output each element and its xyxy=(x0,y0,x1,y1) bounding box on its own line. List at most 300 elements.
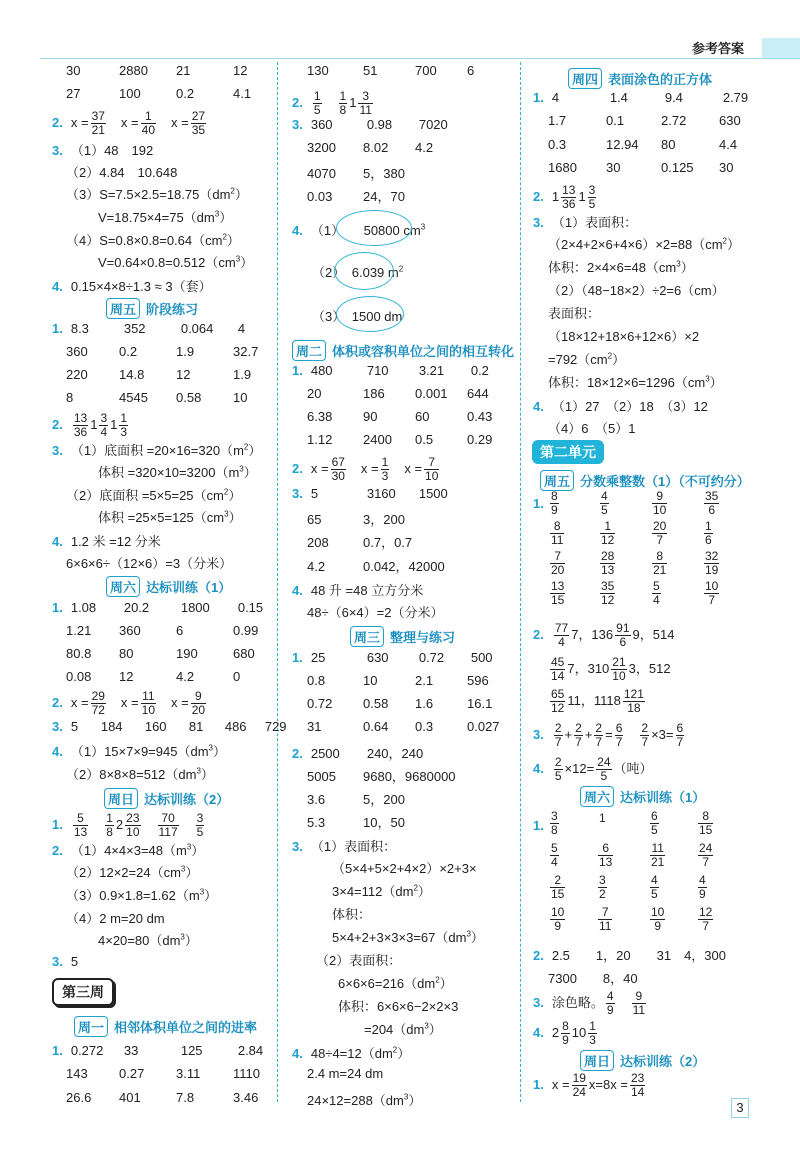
fraction xyxy=(91,690,106,717)
answer-line: $=792(cm^2)$ xyxy=(548,351,626,367)
question-number: 1. xyxy=(533,496,544,511)
answer-line: $3\times 4=112(dm^2)$ xyxy=(332,883,431,899)
answer-value: 3200 xyxy=(307,140,336,155)
section-title: 达标训练（1） xyxy=(146,580,232,595)
section-tag: 周四 xyxy=(568,68,602,89)
var-x: x = xyxy=(391,460,423,476)
column-divider xyxy=(520,62,521,1102)
answer-row xyxy=(52,840,204,859)
fraction-numerator: 9 xyxy=(632,990,646,1004)
answer-row xyxy=(292,486,479,501)
answer-value: 5，380 xyxy=(363,166,405,181)
fraction xyxy=(550,874,565,901)
fraction xyxy=(632,990,646,1017)
fraction xyxy=(623,688,645,715)
answer-value: 1.4 xyxy=(609,90,628,105)
answer-value: 0.125 xyxy=(661,160,694,175)
var-x: x = xyxy=(347,460,379,476)
fraction-numerator: 23 xyxy=(126,811,140,825)
fraction-denominator: 7 xyxy=(641,735,649,749)
section-heading xyxy=(580,786,705,807)
fraction xyxy=(704,490,719,517)
answer-value: 0.5 xyxy=(415,432,434,447)
fraction xyxy=(424,456,439,483)
answer-row xyxy=(52,600,288,615)
fraction-cell xyxy=(702,550,721,577)
answer-line xyxy=(548,418,635,437)
fraction-numerator: 1 xyxy=(141,110,156,124)
fraction-numerator: 3 xyxy=(599,873,606,887)
fraction-denominator: 117 xyxy=(158,825,178,839)
fraction-numerator: 2 xyxy=(575,721,582,735)
answer-oval xyxy=(334,252,394,290)
text: 9，5 xyxy=(632,626,660,642)
fraction xyxy=(600,550,615,577)
answer-value: 12 xyxy=(119,669,134,684)
answer-line: （2）底面积 $=5\times 5=25(cm^2)$ xyxy=(66,487,242,503)
section-heading xyxy=(568,68,712,89)
section-tag: 周日 xyxy=(104,788,138,809)
answer-line xyxy=(316,950,401,969)
var-x: x = xyxy=(70,114,89,130)
question-number: 3. xyxy=(292,839,303,854)
unit: （吨） xyxy=(613,760,653,776)
answer-row xyxy=(292,580,423,599)
answer-value: 2.72 xyxy=(661,113,687,128)
answer-value: 143 xyxy=(66,1066,88,1081)
answer-value: 2.84 xyxy=(237,1043,264,1058)
fraction-numerator: 4 xyxy=(651,873,658,887)
answer-value: 7.8 xyxy=(176,1090,195,1105)
answer-row xyxy=(66,344,283,359)
answer-line: $(2)8\times 8\times 8=512(dm^3)$ xyxy=(66,766,214,782)
answer-row xyxy=(66,623,283,638)
answer-value: 220 xyxy=(66,367,88,382)
fraction-cell xyxy=(548,842,561,869)
answer-row xyxy=(307,719,517,734)
answer-row xyxy=(307,63,517,78)
answer-row xyxy=(66,367,283,382)
answer-line: 体积 $=320\times 10=3200(m^3)$ xyxy=(98,464,257,480)
section-title: 分数乘整数（1）（不可约分） xyxy=(580,474,750,489)
answer-value: 1680 xyxy=(548,160,577,175)
text: （1）表面积： xyxy=(310,839,397,854)
fraction-cell xyxy=(598,520,617,547)
answer-row xyxy=(307,386,517,401)
answer-value: 3.6 xyxy=(307,792,326,807)
answer-line: （2）（48−18×2）÷2=6（cm） xyxy=(548,283,725,298)
fraction-denominator: 13 xyxy=(599,855,613,869)
answer-row xyxy=(52,440,261,459)
answer-value: 32.7 xyxy=(233,344,259,359)
text: 14 xyxy=(659,626,675,642)
fraction xyxy=(615,622,630,649)
answer-value: 8.3 xyxy=(70,321,89,336)
answer-line xyxy=(548,280,725,299)
answer-line: （2）表面积： xyxy=(316,953,402,968)
answer-value: 10 xyxy=(233,390,248,405)
question-number: 4. xyxy=(533,760,544,776)
answer-line: $(2)12\times 2=24(cm^3)$ xyxy=(66,864,199,880)
question-number: 2. xyxy=(533,948,544,963)
whole-number: 2 xyxy=(115,816,124,832)
answer-line xyxy=(332,881,431,900)
fraction-numerator: 29 xyxy=(91,689,105,703)
operator: ×12= xyxy=(564,760,595,776)
answer-value: 190 xyxy=(176,646,198,661)
fraction-numerator: 3 xyxy=(100,411,108,425)
answer-row xyxy=(307,163,453,182)
fraction-denominator: 7 xyxy=(595,735,603,749)
answer-line: $V=18.75\times 4=75(dm^3)$ xyxy=(98,209,233,225)
answer-row xyxy=(548,688,647,715)
answer-value: 2500 xyxy=(310,746,340,761)
fraction-numerator: 91 xyxy=(616,621,630,635)
answer-value: 9680，9680000 xyxy=(363,769,456,784)
answer-value: 6 xyxy=(467,63,475,78)
answer-value: 0.2 xyxy=(176,86,195,101)
answer-value: 0.001 xyxy=(415,386,448,401)
answer-value: 710 xyxy=(366,363,389,378)
fraction xyxy=(600,520,615,547)
fraction-numerator: 1 xyxy=(339,89,347,103)
fraction-numerator: 21 xyxy=(612,655,626,669)
answer-value: 1800 xyxy=(180,600,210,615)
section-tag: 周五 xyxy=(106,298,140,319)
fraction xyxy=(554,722,563,749)
answer-value: 3.46 xyxy=(233,1090,259,1105)
header-rule xyxy=(40,58,800,59)
fraction xyxy=(600,580,615,607)
fraction-denominator: 12 xyxy=(551,701,565,715)
answer-line xyxy=(98,252,253,271)
answer-line: 2.4 m=24 dm xyxy=(307,1066,384,1081)
fraction-denominator: 9 xyxy=(562,1033,569,1047)
fraction-cell xyxy=(650,580,663,607)
fraction-denominator: 5 xyxy=(651,823,658,837)
fraction xyxy=(125,812,140,839)
fraction-denominator: 3 xyxy=(120,425,128,439)
answer-value: 1.21 xyxy=(66,623,92,638)
fraction xyxy=(652,550,667,577)
answer-value: 51 xyxy=(363,63,378,78)
fraction-denominator: 24 xyxy=(572,1085,586,1099)
page-number: 3 xyxy=(731,1098,749,1118)
fraction-denominator: 15 xyxy=(551,593,565,607)
answer-value: 5005 xyxy=(307,769,336,784)
var-x: x = xyxy=(107,114,139,130)
fraction-cell xyxy=(696,874,709,901)
answer-row xyxy=(292,456,441,483)
answer-row xyxy=(533,1020,599,1047)
fraction-denominator: 19 xyxy=(705,563,719,577)
fraction xyxy=(600,490,609,517)
answer-row xyxy=(66,669,283,684)
answer-value: 30 xyxy=(606,160,621,175)
fraction-cell xyxy=(596,842,615,869)
answer-row xyxy=(52,690,208,717)
fraction-numerator: 10 xyxy=(705,579,719,593)
answer-value: 5 xyxy=(70,719,79,734)
fraction-numerator: 27 xyxy=(191,109,206,123)
question-number: 3. xyxy=(533,726,544,742)
answer-row xyxy=(307,696,517,711)
section-tag: 周六 xyxy=(106,576,140,597)
answer-row xyxy=(52,321,288,336)
fraction-numerator: 8 xyxy=(698,810,713,824)
fraction-numerator: 8 xyxy=(562,1019,569,1033)
fraction-cell xyxy=(548,874,567,901)
unit-badge xyxy=(532,440,604,464)
answer-value: 8.02 xyxy=(363,140,389,155)
answer-line: （5×4+5×2+4×2）×2+3× xyxy=(332,861,477,876)
fraction-denominator: 40 xyxy=(141,123,155,137)
fraction-numerator: 7 xyxy=(424,456,439,470)
fraction-denominator: 72 xyxy=(91,703,105,717)
section-heading xyxy=(74,1016,257,1037)
fraction-denominator: 15 xyxy=(551,887,565,901)
answer-value: 14.8 xyxy=(119,367,145,382)
answer-value: 0.15 xyxy=(237,600,264,615)
question-number: 3. xyxy=(292,117,303,132)
answer-value: 4 xyxy=(551,90,560,105)
fraction-denominator: 11 xyxy=(599,919,612,933)
question-number: 2. xyxy=(52,114,63,130)
fraction xyxy=(158,812,179,839)
fraction-denominator: 10 xyxy=(425,469,439,483)
answer-line xyxy=(548,303,600,322)
page-header-title: 参考答案 xyxy=(692,41,745,56)
fraction-denominator: 3 xyxy=(381,469,389,483)
answer-value: 9.4 xyxy=(664,90,683,105)
whole-number: 1 xyxy=(349,94,357,110)
text: 涂色略。 xyxy=(551,994,604,1010)
answer-value: 360 xyxy=(66,344,88,359)
answer-value: 0.99 xyxy=(233,623,259,638)
section-title: 达标训练（2） xyxy=(144,792,230,807)
fraction xyxy=(550,520,564,547)
fraction-numerator: 35 xyxy=(705,489,719,503)
answer-line xyxy=(66,885,217,904)
answer-line xyxy=(66,553,232,572)
fraction-denominator: 5 xyxy=(588,197,596,211)
answer-line xyxy=(548,968,638,987)
fraction-denominator: 7 xyxy=(656,533,664,547)
answer-value: 184 xyxy=(100,719,123,734)
fraction-numerator: 13 xyxy=(551,579,565,593)
question-number: 4. xyxy=(533,399,544,414)
answer-value: 4070 xyxy=(307,166,336,181)
fraction xyxy=(650,906,665,933)
question-number: 4. xyxy=(52,744,63,759)
section-heading xyxy=(106,576,231,597)
answer-line xyxy=(307,602,443,621)
fraction-denominator: 7 xyxy=(676,735,684,749)
answer-value: 0.1 xyxy=(606,113,625,128)
question-number: 3. xyxy=(52,143,63,158)
fraction-denominator: 35 xyxy=(191,123,206,137)
fraction xyxy=(652,580,661,607)
answer-value: 360 xyxy=(310,117,333,132)
answer-row xyxy=(307,509,463,528)
answer-row xyxy=(52,741,226,760)
answer-value: 2.1 xyxy=(415,673,434,688)
fraction xyxy=(191,110,206,137)
text: 18 xyxy=(606,692,621,708)
fraction-denominator: 20 xyxy=(191,703,206,717)
fraction-denominator: 13 xyxy=(73,825,88,839)
text: （1）底面积 $=20\times 16=320(m^2)$ xyxy=(70,442,262,458)
fraction xyxy=(550,580,565,607)
fraction-numerator: 11 xyxy=(651,841,664,855)
answer-row xyxy=(52,954,78,969)
answer-line: $V=0.64\times 0.8=0.512(cm^3)$ xyxy=(98,254,254,270)
answer-value: 4 xyxy=(237,321,246,336)
section-tag: 周二 xyxy=(292,340,326,361)
fraction-numerator: 19 xyxy=(572,1071,586,1085)
answer-value: 0.72 xyxy=(418,650,445,665)
question-number: 4. xyxy=(533,1024,544,1040)
fraction xyxy=(550,906,565,933)
answer-row xyxy=(66,63,283,78)
answer-line xyxy=(98,930,198,949)
week-title: 第三周 xyxy=(52,978,114,1006)
fraction-numerator: 13 xyxy=(562,183,576,197)
text: 11，11 xyxy=(567,692,607,708)
question-number: 4. xyxy=(52,534,63,549)
section-heading xyxy=(580,1050,705,1071)
fraction-denominator: 4 xyxy=(551,855,558,869)
fraction-denominator: 7 xyxy=(708,593,716,607)
answer-line xyxy=(307,1090,421,1109)
answer-value: 352 xyxy=(123,321,146,336)
fraction xyxy=(119,412,128,439)
answer-value: 160 xyxy=(144,719,167,734)
section-title: 阶段练习 xyxy=(146,302,199,317)
answer-value: 0.64 xyxy=(363,719,389,734)
answer-value: 1.6 xyxy=(415,696,434,711)
fraction xyxy=(331,456,346,483)
answer-value: 80 xyxy=(661,137,676,152)
question-number: 1. xyxy=(292,363,303,378)
fraction xyxy=(73,412,88,439)
answer-value: 3.11 xyxy=(176,1066,201,1081)
answer-row xyxy=(548,656,671,683)
fraction-numerator: 1 xyxy=(599,811,606,826)
fraction-denominator: 11 xyxy=(359,103,372,117)
section-title: 相邻体积单位之间的进率 xyxy=(114,1020,258,1035)
fraction xyxy=(550,688,565,715)
operator: ×3= xyxy=(651,726,674,742)
text: $(1)15\times 7\times 9=945(dm^3)$ xyxy=(70,743,226,759)
fraction-numerator: 4 xyxy=(606,989,614,1003)
question-number: 3. xyxy=(533,994,544,1010)
fraction-denominator: 6 xyxy=(708,503,716,517)
answer-line: （4）2 m=20 dm xyxy=(66,911,165,926)
fraction-cell xyxy=(696,842,715,869)
fraction-denominator: 5 xyxy=(313,103,321,117)
answer-value: 81 xyxy=(188,719,204,734)
answer-value: 10，50 xyxy=(363,815,405,830)
answer-value: 0.98 xyxy=(366,117,393,132)
answer-line: $24\times 12=288(dm^3)$ xyxy=(307,1092,422,1108)
question-number: 4. xyxy=(292,223,303,238)
whole-number: 10 xyxy=(571,1024,587,1040)
fraction-cell xyxy=(702,520,715,547)
fraction xyxy=(339,90,348,117)
fraction-denominator: 15 xyxy=(699,823,713,837)
fraction-numerator: 1 xyxy=(313,89,321,103)
fraction-numerator: 1 xyxy=(600,520,615,534)
operator: + xyxy=(584,726,593,742)
fraction-denominator: 9 xyxy=(699,887,706,901)
fraction-denominator: 14 xyxy=(630,1085,645,1099)
answer-row xyxy=(307,556,483,575)
answer-row xyxy=(292,363,521,378)
answer-row xyxy=(533,90,773,105)
question-number: 4. xyxy=(52,279,63,294)
fraction xyxy=(704,520,713,547)
fraction-numerator: 7 xyxy=(550,550,565,564)
answer-line xyxy=(338,996,458,1015)
answer-value: 1.12 xyxy=(307,432,333,447)
answer-line xyxy=(66,908,165,927)
fraction xyxy=(650,810,659,837)
answer-value: 0.43 xyxy=(467,409,493,424)
answer-line: $(4)S=0.8\times 0.8=0.64(cm^2)$ xyxy=(66,232,240,248)
fraction-numerator: 2 xyxy=(554,755,562,769)
fraction-cell xyxy=(702,580,721,607)
answer-row xyxy=(66,646,283,661)
answer-value: 20.2 xyxy=(123,600,150,615)
answer-line: $6\times 6\times 6=216(dm^2)$ xyxy=(338,975,453,991)
answer-value: 0.272 xyxy=(70,1043,104,1058)
fraction-denominator: 10 xyxy=(653,503,667,517)
question-number: 1. xyxy=(52,321,63,336)
column-divider xyxy=(277,62,278,1102)
answer-value: 729 xyxy=(264,719,287,734)
fraction-cell xyxy=(598,550,617,577)
header-band xyxy=(762,38,800,58)
answer-row xyxy=(307,812,463,831)
answer-value: 401 xyxy=(119,1090,141,1105)
answer-row xyxy=(292,117,479,132)
answer-value: 630 xyxy=(719,113,741,128)
fraction-cell xyxy=(598,490,611,517)
question-number: 2. xyxy=(292,460,303,476)
text: 5 xyxy=(70,954,79,969)
answer-row xyxy=(533,756,653,783)
answer-row xyxy=(66,86,283,101)
answer-value: 8 xyxy=(66,390,74,405)
fraction-denominator: 8 xyxy=(339,103,347,117)
answer-value: 10 xyxy=(363,673,378,688)
section-heading xyxy=(350,626,455,647)
section-title: 整理与练习 xyxy=(390,630,456,645)
answer-line xyxy=(548,234,740,253)
answer-line xyxy=(98,507,242,526)
fraction xyxy=(652,490,667,517)
fraction-numerator: 3 xyxy=(196,811,204,825)
fraction-numerator: 6 xyxy=(676,721,684,735)
section-tag: 周五 xyxy=(540,470,574,491)
fraction-numerator: 3 xyxy=(588,183,596,197)
text: x=8 xyxy=(588,1076,611,1092)
fraction-denominator: 10 xyxy=(126,825,140,839)
fraction-numerator: 35 xyxy=(601,579,615,593)
fraction-denominator: 9 xyxy=(654,919,662,933)
answer-value: 26.6 xyxy=(66,1090,92,1105)
